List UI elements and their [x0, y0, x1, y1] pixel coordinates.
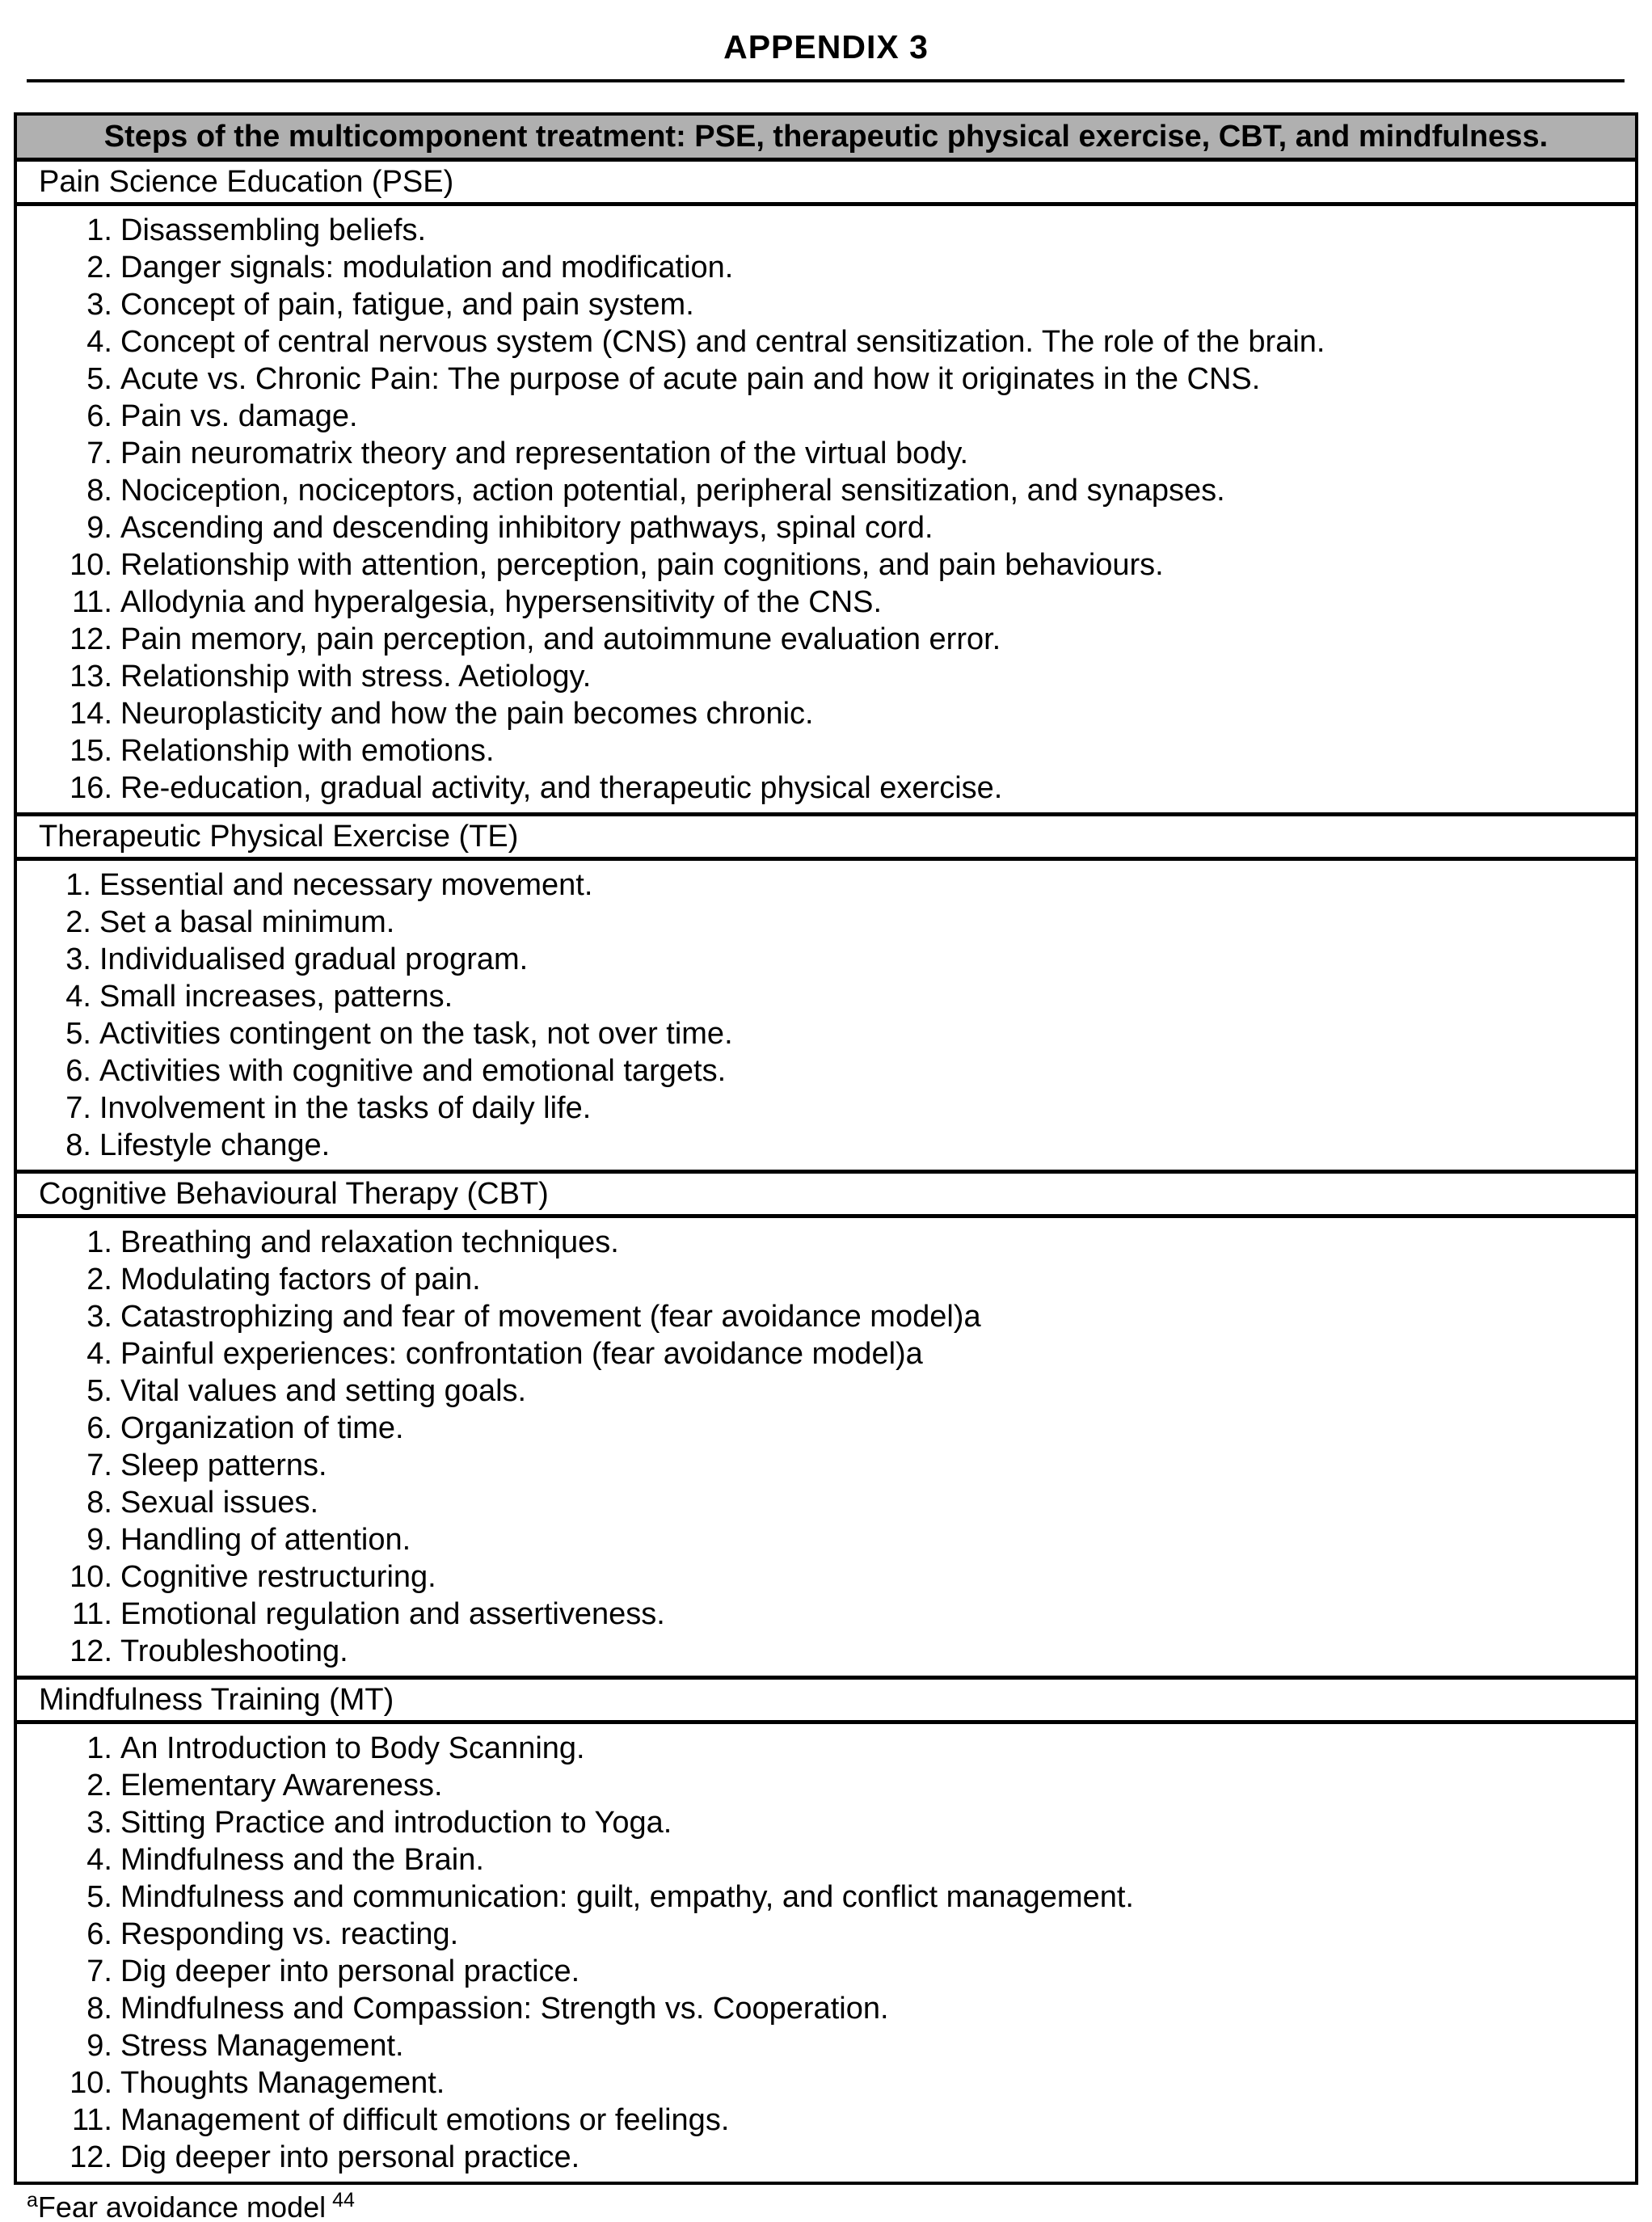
list-item-text: Organization of time.: [120, 1411, 404, 1445]
list-item-number: 2.: [86, 251, 112, 285]
list-item-number: 9.: [86, 2029, 112, 2063]
list-item-number: 13.: [70, 660, 112, 694]
list-item-number: 12.: [70, 1634, 112, 1668]
section-block: [17, 162, 1635, 812]
list-item-text: Small increases, patterns.: [99, 980, 453, 1014]
list-item-number: 16.: [70, 771, 112, 805]
list-item-text: Allodynia and hyperalgesia, hypersensitivity of the CNS.: [120, 585, 883, 619]
list-item-number: 3.: [86, 1806, 112, 1840]
list-item-text: Set a basal minimum.: [99, 905, 395, 939]
list-item-text: Elementary Awareness.: [120, 1769, 443, 1802]
list-item-text: Modulating factors of pain.: [120, 1263, 481, 1297]
list-item-text: Stress Management.: [120, 2029, 404, 2063]
list-item-number: 7.: [65, 1091, 91, 1125]
list-item: [17, 1090, 1635, 1127]
list-item: [17, 249, 1635, 286]
list-item: [17, 1127, 1635, 1164]
list-item: [17, 621, 1635, 658]
section-block: [17, 812, 1635, 1170]
list-item-number: 15.: [70, 734, 112, 768]
list-item-text: Concept of central nervous system (CNS) and central sensitization. The role of the brain.: [120, 325, 1325, 359]
list-item-text: Mindfulness and communication: guilt, empathy, and conflict management.: [120, 1880, 1134, 1914]
list-item: [17, 1410, 1635, 1447]
list-item-text: Thoughts Management.: [120, 2066, 445, 2100]
list-item-text: Pain vs. damage.: [120, 399, 358, 433]
list-item: [17, 2139, 1635, 2176]
list-item: [17, 769, 1635, 807]
list-item-text: Danger signals: modulation and modification.: [120, 251, 734, 285]
section-list: [17, 1218, 1635, 1676]
page-title: APPENDIX 3: [723, 28, 929, 65]
list-item: [17, 472, 1635, 509]
list-item: [17, 1841, 1635, 1878]
list-item-number: 6.: [86, 399, 112, 433]
list-item: [17, 658, 1635, 695]
list-item-number: 12.: [70, 2140, 112, 2174]
list-item: [17, 866, 1635, 904]
list-item-text: Breathing and relaxation techniques.: [120, 1225, 619, 1259]
list-item: [17, 546, 1635, 584]
list-item-text: Dig deeper into personal practice.: [120, 2140, 580, 2174]
list-item-text: Lifestyle change.: [99, 1128, 331, 1162]
list-item-text: Pain memory, pain perception, and autoimmune evaluation error.: [120, 622, 1001, 656]
list-item-number: 5.: [86, 362, 112, 396]
list-item-number: 10.: [70, 2066, 112, 2100]
list-item-text: Relationship with stress. Aetiology.: [120, 660, 592, 694]
list-item-text: Catastrophizing and fear of movement (fear avoidance model)a: [120, 1300, 981, 1334]
list-item-text: Acute vs. Chronic Pain: The purpose of acute pain and how it originates in the CNS.: [120, 362, 1261, 396]
list-item-number: 1.: [86, 213, 112, 247]
list-item: [17, 1804, 1635, 1841]
list-item-text: Pain neuromatrix theory and representation of the virtual body.: [120, 436, 969, 470]
list-item-number: 11.: [71, 1597, 112, 1631]
list-item-text: Dig deeper into personal practice.: [120, 1954, 580, 1988]
list-item-number: 4.: [65, 980, 91, 1014]
list-item: [17, 509, 1635, 546]
list-item: [17, 1558, 1635, 1596]
list-item-number: 2.: [86, 1769, 112, 1802]
list-item-number: 9.: [86, 1523, 112, 1557]
list-item: [17, 2064, 1635, 2102]
list-item-number: 7.: [86, 436, 112, 470]
list-item-number: 5.: [65, 1017, 91, 1051]
list-item: [17, 732, 1635, 769]
section-header: Cognitive Behavioural Therapy (CBT): [17, 1170, 1635, 1218]
list-item: [17, 978, 1635, 1015]
list-item: [17, 2027, 1635, 2064]
section-list: [17, 1724, 1635, 2182]
list-item-text: Activities contingent on the task, not over time.: [99, 1017, 733, 1051]
list-item: [17, 1953, 1635, 1990]
list-item-text: Individualised gradual program.: [99, 942, 529, 976]
list-item-text: Emotional regulation and assertiveness.: [120, 1597, 665, 1631]
list-item: [17, 2102, 1635, 2139]
list-item: [17, 1372, 1635, 1410]
list-item-text: Relationship with emotions.: [120, 734, 495, 768]
table-sections: [17, 162, 1635, 2182]
title-rule: [27, 79, 1625, 82]
list-item-number: 11.: [71, 2103, 112, 2137]
list-item-text: Sitting Practice and introduction to Yoga.: [120, 1806, 672, 1840]
list-item: [17, 695, 1635, 732]
list-item-text: Painful experiences: confrontation (fear avoidance model)a: [120, 1337, 923, 1371]
list-item-text: Activities with cognitive and emotional targets.: [99, 1054, 727, 1088]
list-item-number: 7.: [86, 1448, 112, 1482]
footnote-marker: a: [27, 2189, 38, 2211]
table-caption: Steps of the multicomponent treatment: PSE, therapeutic physical exercise, CBT, and mindfulness.: [17, 116, 1635, 162]
list-item-text: Mindfulness and Compassion: Strength vs. Cooperation.: [120, 1992, 889, 2026]
list-item-number: 8.: [86, 1992, 112, 2026]
list-item: [17, 1730, 1635, 1767]
list-item-text: Sleep patterns.: [120, 1448, 327, 1482]
list-item-number: 8.: [86, 1486, 112, 1520]
list-item-number: 10.: [70, 548, 112, 582]
list-item: [17, 1596, 1635, 1633]
list-item: [17, 1990, 1635, 2027]
list-item-text: Cognitive restructuring.: [120, 1560, 436, 1594]
list-item-number: 1.: [65, 868, 91, 902]
list-item-number: 4.: [86, 1843, 112, 1877]
list-item: [17, 323, 1635, 360]
list-item: [17, 212, 1635, 249]
list-item-text: Nociception, nociceptors, action potential, peripheral sensitization, and synapses.: [120, 474, 1225, 508]
list-item: [17, 584, 1635, 621]
list-item-text: Responding vs. reacting.: [120, 1917, 459, 1951]
list-item: [17, 1484, 1635, 1521]
list-item-text: Involvement in the tasks of daily life.: [99, 1091, 592, 1125]
list-item: [17, 1447, 1635, 1484]
list-item: [17, 1521, 1635, 1558]
list-item-text: Disassembling beliefs.: [120, 213, 427, 247]
list-item-number: 8.: [65, 1128, 91, 1162]
list-item-number: 7.: [86, 1954, 112, 1988]
list-item: [17, 360, 1635, 398]
section-header: Mindfulness Training (MT): [17, 1676, 1635, 1724]
list-item: [17, 1335, 1635, 1372]
list-item: [17, 1298, 1635, 1335]
list-item: [17, 1015, 1635, 1052]
footnote-citation-number: 44: [332, 2189, 355, 2211]
section-header: Pain Science Education (PSE): [17, 162, 1635, 206]
footnote-text: Fear avoidance model: [37, 2190, 327, 2222]
list-item: [17, 1633, 1635, 1670]
list-item: [17, 286, 1635, 323]
list-item-number: 1.: [86, 1225, 112, 1259]
list-item-number: 8.: [86, 474, 112, 508]
list-item: [17, 904, 1635, 941]
list-item-number: 3.: [86, 288, 112, 322]
list-item-number: 1.: [86, 1731, 112, 1765]
list-item-number: 3.: [86, 1300, 112, 1334]
list-item-number: 14.: [70, 697, 112, 731]
list-item-number: 4.: [86, 325, 112, 359]
list-item-text: Vital values and setting goals.: [120, 1374, 527, 1408]
list-item-number: 6.: [65, 1054, 91, 1088]
list-item: [17, 1261, 1635, 1298]
list-item-text: Management of difficult emotions or feelings.: [120, 2103, 730, 2137]
list-item: [17, 398, 1635, 435]
footnote: [27, 2191, 1652, 2222]
list-item-text: An Introduction to Body Scanning.: [120, 1731, 585, 1765]
list-item-text: Relationship with attention, perception, pain cognitions, and pain behaviours.: [120, 548, 1164, 582]
list-item: [17, 941, 1635, 978]
list-item-number: 6.: [86, 1411, 112, 1445]
section-header: Therapeutic Physical Exercise (TE): [17, 812, 1635, 861]
list-item-number: 4.: [86, 1337, 112, 1371]
list-item-number: 12.: [70, 622, 112, 656]
section-block: [17, 1170, 1635, 1676]
list-item-text: Ascending and descending inhibitory pathways, spinal cord.: [120, 511, 933, 545]
treatment-steps-table: [14, 112, 1638, 2185]
list-item-number: 9.: [86, 511, 112, 545]
list-item-number: 10.: [70, 1560, 112, 1594]
list-item: [17, 1767, 1635, 1804]
list-item-text: Concept of pain, fatigue, and pain system.: [120, 288, 694, 322]
list-item: [17, 1878, 1635, 1916]
list-item-text: Re-education, gradual activity, and therapeutic physical exercise.: [120, 771, 1003, 805]
list-item-text: Handling of attention.: [120, 1523, 411, 1557]
list-item-number: 6.: [86, 1917, 112, 1951]
list-item-text: Essential and necessary movement.: [99, 868, 593, 902]
list-item: [17, 1916, 1635, 1953]
list-item-text: Sexual issues.: [120, 1486, 319, 1520]
list-item-number: 5.: [86, 1880, 112, 1914]
list-item-number: 3.: [65, 942, 91, 976]
section-list: [17, 861, 1635, 1170]
list-item-number: 2.: [86, 1263, 112, 1297]
list-item-text: Mindfulness and the Brain.: [120, 1843, 484, 1877]
list-item: [17, 1052, 1635, 1090]
list-item-number: 2.: [65, 905, 91, 939]
list-item: [17, 435, 1635, 472]
list-item-number: 5.: [86, 1374, 112, 1408]
list-item-text: Neuroplasticity and how the pain becomes chronic.: [120, 697, 814, 731]
list-item: [17, 1224, 1635, 1261]
section-list: [17, 206, 1635, 812]
list-item-number: 11.: [71, 585, 112, 619]
list-item-text: Troubleshooting.: [120, 1634, 348, 1668]
section-block: [17, 1676, 1635, 2182]
